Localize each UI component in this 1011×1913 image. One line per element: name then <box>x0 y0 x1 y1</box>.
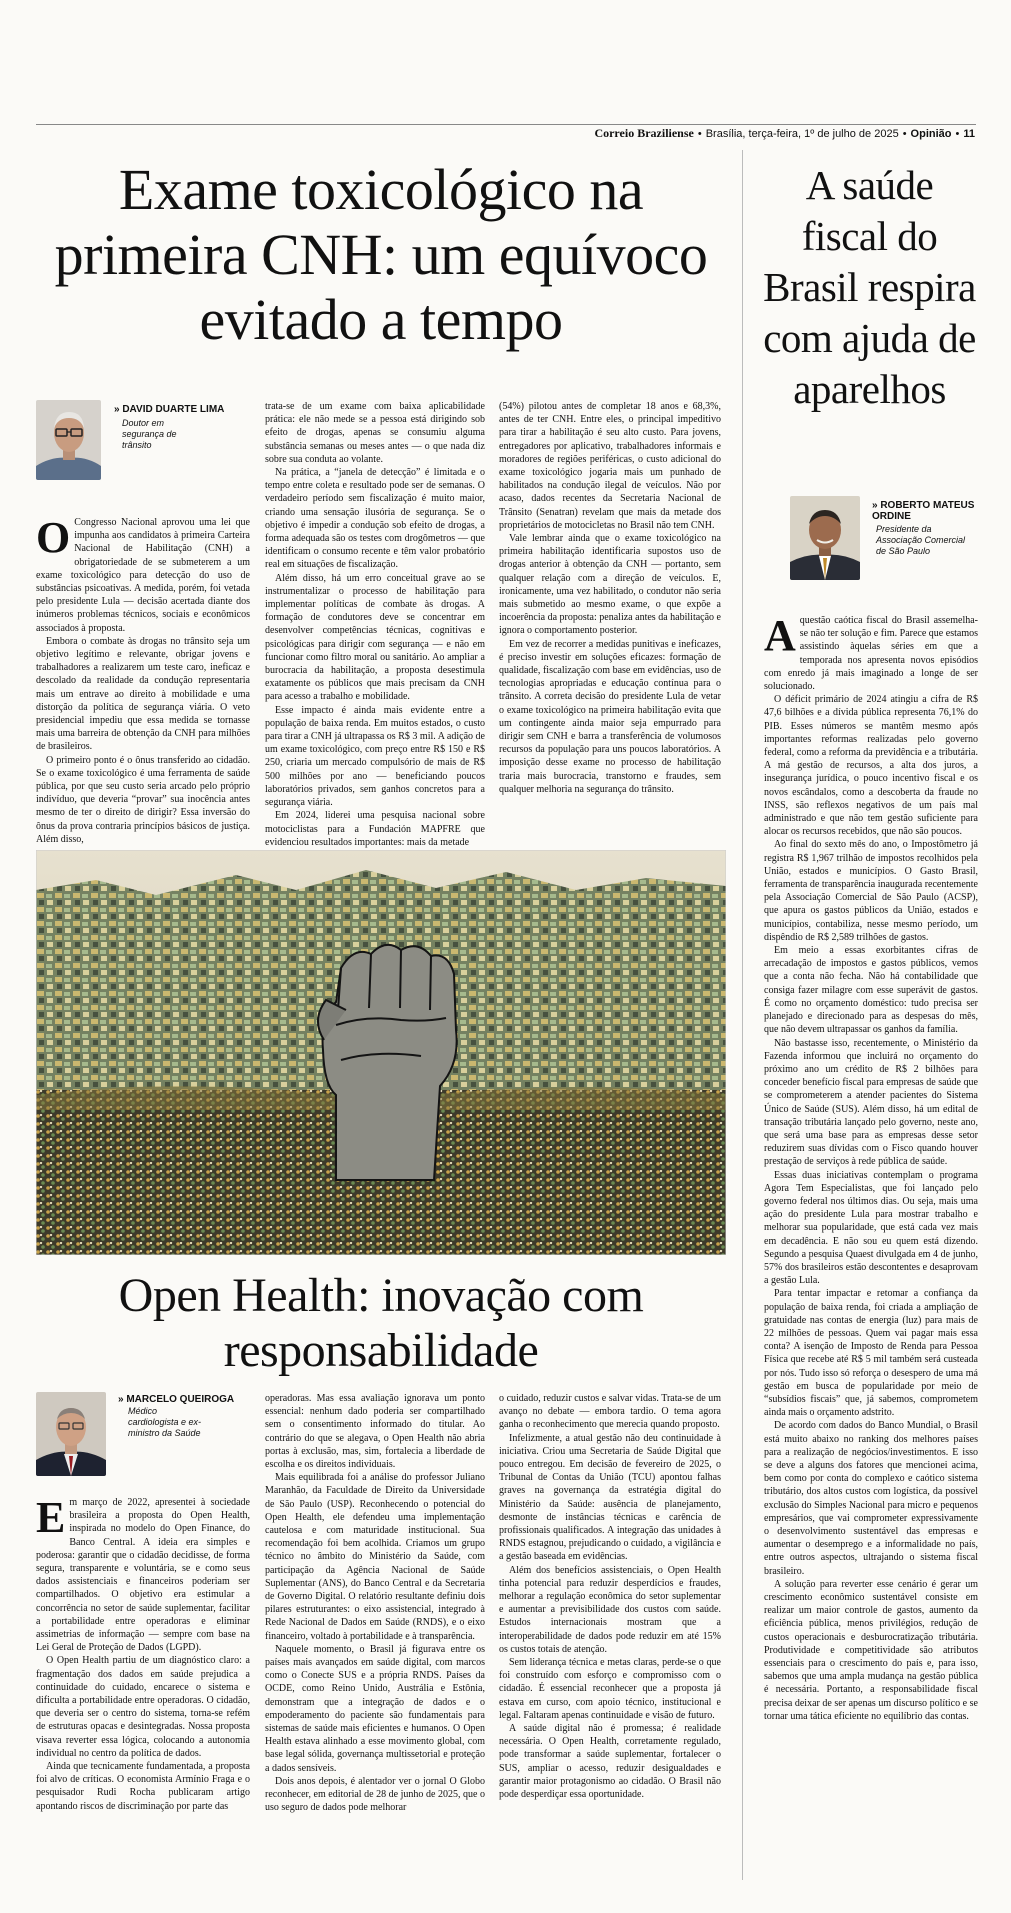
article1-column-3 <box>499 400 721 796</box>
article2-dropcap: E <box>36 1493 66 1542</box>
article3-paragraph: Essas duas iniciativas contemplam o programa Agora Tem Especialistas, que foi lançado pelo governo federal nos últimos dias. Ou seja, mais uma ação do presidente Lula para mostrar trabalho e melhorar sua popularidade, que está cada vez mais em decadência. E não sou eu quem está dizendo. Segundo a pesquisa Quaest divulgada em 4 de junho, 57% dos brasileiros estão descontentes e desaprovam a gestão Lula. <box>764 1169 978 1287</box>
article3-headline[interactable]: A saúde fiscal do Brasil respira com ajuda de aparelhos <box>763 162 976 412</box>
author-photo-roberto <box>790 496 860 580</box>
article1-headline[interactable]: Exame toxicológico na primeira CNH: um equívoco evitado a tempo <box>54 157 708 352</box>
article2-paragraph: Naquele momento, o Brasil já figurava entre os países mais avançados em saúde digital, com marcos como o Conecte SUS e a própria RNDS. Países da OCDE, como Reino Unido, Austrália e Estônia, demonstram que a integração de dados e o empoderamento do paciente são fundamentais para sistemas de saúde mais eficientes e humanos. O Open Health estava alinhado a esse movimento global, com base legal sólida, governança multissetorial e proteção a dados sensíveis. <box>265 1643 485 1774</box>
article2-column-2 <box>265 1392 485 1815</box>
page-number: 11 <box>963 128 975 140</box>
article3-paragraph: Para tentar impactar e retomar a confiança da população de baixa renda, foi criada a ampliação de gratuidade nas contas de energia (luz) para mais de 22 milhões de pessoas. Quem vai pagar mais essa conta? A isenção de Imposto de Renda para Pessoa Física que recebe até R$ 5 mil também será custeada por nós. Tudo isso só reforça o desespero de uma má gestão em busca de popularidade por meio de “subsídios fiscais” que, já sabemos, comprometem ainda mais o orçamento adstrito. <box>764 1288 978 1419</box>
article3-byline <box>790 496 980 580</box>
article2-paragraph: Além dos benefícios assistenciais, o Open Health tinha potencial para reduzir desperdícios e fraudes, melhorar a regulação econômica do setor suplementar e aumentar a previsibilidade dos custos com saúde. Estudos internacionais mostram que a interoperabilidade de dados pode reduzir em até 15% os custos totais de atenção. <box>499 1564 721 1655</box>
article1-paragraph: O Congresso Nacional aprovou uma lei que impunha aos candidatos à primeira Carteira Nacional de Habilitação (CNH) a obrigatoriedade de se submeterem a um exame toxicológico para detecção do uso de substâncias psicoativas. A medida, porém, foi vetada pelo presidente Lula — decisão acertada diante dos inúmeros problemas técnicos, sociais e econômicos associados à proposta. <box>36 513 250 634</box>
article1-paragraph: Vale lembrar ainda que o exame toxicológico na primeira habilitação identificaria supostos uso de drogas anterior à obtenção da CNH — portanto, sem qualquer relação com a direção de veículos. E, ironicamente, uma vez habilitado, o condutor não seria mais submetido ao mesmo exame, o que expõe a incoerência da proposta: penaliza antes da habilitação e ignora o comportamento posterior. <box>499 533 721 637</box>
article2-headline[interactable]: Open Health: inovação com responsabilidade <box>118 1269 644 1377</box>
article2-column-3 <box>499 1392 721 1801</box>
article2-column-1 <box>36 1493 250 1813</box>
article3-paragraph: De acordo com dados do Banco Mundial, o Brasil está muito abaixo no ranking dos melhores países para a realização de negócios/investimentos. E isso se deve a alguns dos fatores que mencionei acima, bem como por conta do complexo e caótico sistema tributário, dos altos custos com logística, da possível exclusão do Simples Nacional para micro e pequenos empresários, que vai comprometer expressivamente o desenvolvimento sustentável das empresas e aumentar o desemprego e a informalidade no país, entre outros aspectos, ultrajando o sistema fiscal brasileiro. <box>764 1420 978 1577</box>
article1-column-1 <box>36 513 250 846</box>
author-role: Presidente da Associação Comercial de São Paulo <box>876 524 966 556</box>
article3-paragraph: Em meio a essas exorbitantes cifras de arrecadação de impostos e gastos públicos, vemos que a conta não fecha. Não há contabilidade que consiga fazer milagre com esse superávit de gastos. É como no orçamento doméstico: tudo precisa ser planejado e direcionado para as despesas do mês, que não devem ultrapassar os ganhos da família. <box>764 945 978 1036</box>
article1-paragraph: Em 2024, liderei uma pesquisa nacional sobre motociclistas para a Fundación MAPFRE que evidenciou resultados importantes: mais da metade <box>265 810 485 848</box>
article3-column <box>764 611 978 1723</box>
article2-paragraph: Sem liderança técnica e metas claras, perde-se o que foi construído com esforço e compromisso com o cidadão. É essencial reconhecer que a proposta já estava em curso, com apoio técnico, institucional e legal. Faltaram apenas continuidade e visão de futuro. <box>499 1657 721 1721</box>
author-name: » MARCELO QUEIROGA <box>118 1394 235 1405</box>
article2-paragraph: operadoras. Mas essa avaliação ignorava um ponto essencial: nenhum dado poderia ser compartilhado sem o consentimento informado do titular. Ao contrário do que se alegava, o Open Health não abria portas à exclusão, mas, sim, fortalecia a liberdade de escolha e os direitos individuais. <box>265 1393 485 1471</box>
article1-paragraph: Embora o combate às drogas no trânsito seja um objetivo legítimo e relevante, obrigar jovens e trabalhadores a realizarem um teste caro, ineficaz e descolado da realidade da condução representaria mais um entrave ao direito à mobilidade e uma distorção da política de segurança viária. O veto presidencial impediu que essa medida se tornasse mais uma barreira de obtenção da CNH para milhões de brasileiros. <box>36 635 250 753</box>
author-photo-david <box>36 400 101 480</box>
article1-byline <box>36 400 225 480</box>
author-photo-marcelo <box>36 1392 106 1476</box>
article1-paragraph: trata-se de um exame com baixa aplicabilidade prática: ele não mede se a pessoa está dirigindo sob efeito de drogas, apenas se consumiu alguma substância semanas ou meses antes — o que nada diz sobre sua conduta ao volante. <box>265 401 485 465</box>
section-name: Opinião <box>910 128 952 140</box>
article2-byline <box>36 1392 235 1476</box>
article1-paragraph: Na prática, a “janela de detecção” é limitada e o tempo entre coleta e resultado pode ser de semanas. O verdadeiro período sem fiscalização é muito maior, criando uma sensação ilusória de segurança. Se o objetivo é impedir a condução sob efeito de drogas, a forma adequada são os testes com drogômetros — que identificam o consumo recente e têm valor probatório real em situações de fiscalização. <box>265 467 485 571</box>
article2-paragraph: Infelizmente, a atual gestão não deu continuidade à iniciativa. Criou uma Secretaria de Saúde Digital que pouco entregou. Em decisão de fevereiro de 2025, o Tribunal de Contas da União (TCU) apontou falhas graves na governança da estratégia digital do Ministério da Saúde: ausência de planejamento, desmonte de instâncias técnicas e carência de profissionais qualificados. A integração das unidades à RNDS estagnou, prejudicando o cuidado, a vigilância e a gestão baseada em evidências. <box>499 1432 721 1563</box>
article2-paragraph: Em março de 2022, apresentei à sociedade brasileira a proposta do Open Health, inspirada no modelo do Open Finance, do Banco Central. A ideia era simples e poderosa: garantir que o cidadão decidisse, de forma segura, transparente e voluntária, se e como seus dados assistenciais e financeiros poderiam ser compartilhados. O objetivo era estimular a concorrência no setor de saúde suplementar, facilitar a portabilidade entre operadoras e eliminar assimetrias de informação — sempre com base na Lei Geral de Proteção de Dados (LGPD). <box>36 1493 250 1654</box>
article2-paragraph: Mais equilibrada foi a análise do professor Juliano Maranhão, da Faculdade de Direito da Universidade de São Paulo (USP). Reconhecendo o potencial do Open Health, ele defendeu uma implementação cautelosa e com maturidade institucional. Sua recomendação foi bem acolhida. Criamos um grupo técnico no âmbito do Ministério da Saúde, com participação da Agência Nacional de Saúde Suplementar (ANS), do Banco Central e da Secretaria de Governo Digital. O relatório resultante definiu dois pilares estruturantes: o eixo assistencial, integrado à Rede Nacional de Dados em Saúde (RNDS), e o eixo financeiro, voltado à portabilidade e à transparência. <box>265 1472 485 1642</box>
article3-paragraph: Aquestão caótica fiscal do Brasil assemelha-se não ter solução e fim. Parece que estamos assistindo àquelas séries em que a temporada nos apresenta novos episódios com enredo já mais imaginado a longe de ser solucionado. <box>764 611 978 693</box>
article1-column-2 <box>265 400 485 849</box>
article1-paragraph: O primeiro ponto é o ônus transferido ao cidadão. Se o exame toxicológico é uma ferramenta de saúde pública, por que seu custo seria arcado pelo próprio indivíduo, que deveria “provar” sua inocência antes mesmo de ter o direito de dirigir? Essa inversão do ônus da prova contraria princípios básicos de justiça. Além disso, <box>36 754 250 845</box>
article2-paragraph: o cuidado, reduzir custos e salvar vidas. Trata-se de um avanço no debate — embora tardio. O tema agora ganha o reconhecimento que merecia quando proposto. <box>499 1393 721 1431</box>
article3-paragraph: Não bastasse isso, recentemente, o Ministério da Fazenda informou que incluirá no orçamento do próximo ano um crédito de R$ 2 bilhões para conceder benefício fiscal para empresas de saúde que se comprometerem a atender pacientes do Sistema Único de Saúde (SUS). Além disso, há um edital de transação tributária lançado pelo governo, neste ano, que será uma base para as empresas desse setor reduzirem suas dívidas com o Fisco quando houver prestação de serviços à rede pública de saúde. <box>764 1037 978 1168</box>
author-name: » DAVID DUARTE LIMA <box>114 404 225 415</box>
column-separator <box>742 150 743 1880</box>
author-name: » ROBERTO MATEUS ORDINE <box>872 500 975 522</box>
article2-paragraph: Dois anos depois, é alentador ver o jornal O Globo reconhecer, em editorial de 28 de junho de 2025, que o uso seguro de dados pode melhorar <box>265 1775 485 1814</box>
header-rule <box>36 124 976 125</box>
article2-paragraph: A saúde digital não é promessa; é realidade necessária. O Open Health, corretamente regulado, pode transformar a saúde suplementar, fortalecer o SUS, ampliar o acesso, reduzir desigualdades e garantir maior protagonismo ao cidadão. O Brasil não pode desperdiçar essa oportunidade. <box>499 1723 721 1801</box>
article3-paragraph: Ao final do sexto mês do ano, o Impostômetro já registra R$ 1,967 trilhão de impostos recolhidos pela União, estados e municípios. O Gasto Brasil, ferramenta de transparência inaugurada recentemente pela Associação Comercial de São Paulo (ACSP), que apura os gastos públicos da União, estados e municípios, contabiliza, nesse mesmo período, um dispêndio de R$ 2,589 trilhões de gastos. <box>764 839 978 943</box>
article2-paragraph: Ainda que tecnicamente fundamentada, a proposta foi alvo de críticas. O economista Armínio Fraga e o pesquisador Rudi Rocha publicaram artigo apontando riscos de discriminação por parte das <box>36 1761 250 1812</box>
article1-dropcap: O <box>36 513 71 562</box>
dateline: Brasília, terça-feira, 1º de julho de 2025 <box>705 128 899 140</box>
article3-paragraph: A solução para reverter esse cenário é gerar um crescimento econômico sustentável consiste em realizar um maior controle de gastos, aumento da eficiência pública, menos privilégios, redução de custos operacionais e desburocratização tributária. Produtividade e competitividade são atributos essenciais para o crescimento do país e, para isso, sabemos que uma ampla mudança na gestão pública é necessária. Portanto, a responsabilidade fiscal precisa deixar de ser apenas um discurso político e se tornar uma tática eficiente no equilíbrio das contas. <box>764 1578 978 1722</box>
article1-paragraph: Esse impacto é ainda mais evidente entre a população de baixa renda. Em muitos estados, o custo para tirar a CNH já ultrapassa os R$ 3 mil. A adição de um exame toxicológico, com preço entre R$ 150 e R$ 250, criaria um mercado compulsório de mais de R$ 500 milhões por ano — beneficiando poucos laboratórios privados, sem ganhos concretos para a segurança viária. <box>265 704 485 809</box>
article1-paragraph: Em vez de recorrer a medidas punitivas e ineficazes, é preciso investir em soluções eficazes: formação de qualidade, fiscalização com base em evidências, uso de tecnologias apropriadas e educação contínua para o trânsito. A correta decisão do presidente Lula de vetar o exame toxicológico na primeira habilitação evita que um contingente ainda maior seja empurrado para dirigir sem CNH e barra a transferência de volumosos recursos da população para uns poucos laboratórios. A imposição desse exame no processo de habilitação traria mais burocracia, transtorno e fraudes, sem qualquer melhoria na segurança do trânsito. <box>499 638 721 795</box>
article3-paragraph: O déficit primário de 2024 atingiu a cifra de R$ 47,6 bilhões e a dívida pública representa 76,1% do PIB. Esses números se mantêm mesmo após importantes reformas realizadas pelo governo federal, como a reforma da previdência e a tributária. A má gestão de recursos, a alta dos juros, a insegurança jurídica, o pouco incentivo fiscal e os novos escândalos, como a descoberta da fraude no INSS, são reflexos negativos de um país mal administrado e que não tem gestão suficiente para alocar os recursos recebidos, que não são poucos. <box>764 694 978 838</box>
newspaper-name: Correio Braziliense <box>594 126 694 140</box>
article1-paragraph: (54%) pilotou antes de completar 18 anos e 68,3%, antes de ter CNH. Entre eles, o principal impeditivo para tirar a habilitação é seu alto custo. Para jovens, entregadores por aplicativo, trabalhadores informais e moradores de regiões periféricas, o custo adicional do exame toxicológico jogaria mais um punhado de habilitados na condução ilegal de veículos. Não por acaso, dados recentes da Secretaria Nacional de Trânsito (Senatran) revelam que mais da metade dos proprietários de motocicletas no Brasil não tem CNH. <box>499 401 721 531</box>
author-role: Doutor em segurança de trânsito <box>122 418 177 450</box>
article3-dropcap: A <box>764 611 796 660</box>
author-role: Médico cardiologista e ex-ministro da Saúde <box>128 1406 202 1438</box>
page-header: Correio Braziliense • Brasília, terça-feira, 1º de julho de 2025 • Opinião • 11 <box>594 126 975 140</box>
article1-paragraph: Além disso, há um erro conceitual grave ao se instrumentalizar o processo de habilitação para implementar políticas de combate às drogas. A formação de condutores deve se concentrar em desenvolver competências técnicas, cognitivas e psicológicas para dirigir com segurança — e não em funcionar como filtro moral ou sanitário. Ao ampliar a burocracia da habilitação, a proposta desestimula exatamente os públicos que mais precisam da CNH para acesso a trabalho e mobilidade. <box>265 572 485 703</box>
raised-fist <box>318 945 457 1180</box>
article2-paragraph: O Open Health partiu de um diagnóstico claro: a fragmentação dos dados em saúde prejudica a continuidade do cuidado, encarece o sistema e dificulta a portabilidade entre operadoras. O cidadão, que deveria ser o centro do sistema, torna-se refém de estruturas opacas e desintegradas. Nossa proposta visava reverter essa lógica, colocando a autonomia individual no centro da política de dados. <box>36 1655 250 1759</box>
article1-illustration <box>36 850 726 1255</box>
